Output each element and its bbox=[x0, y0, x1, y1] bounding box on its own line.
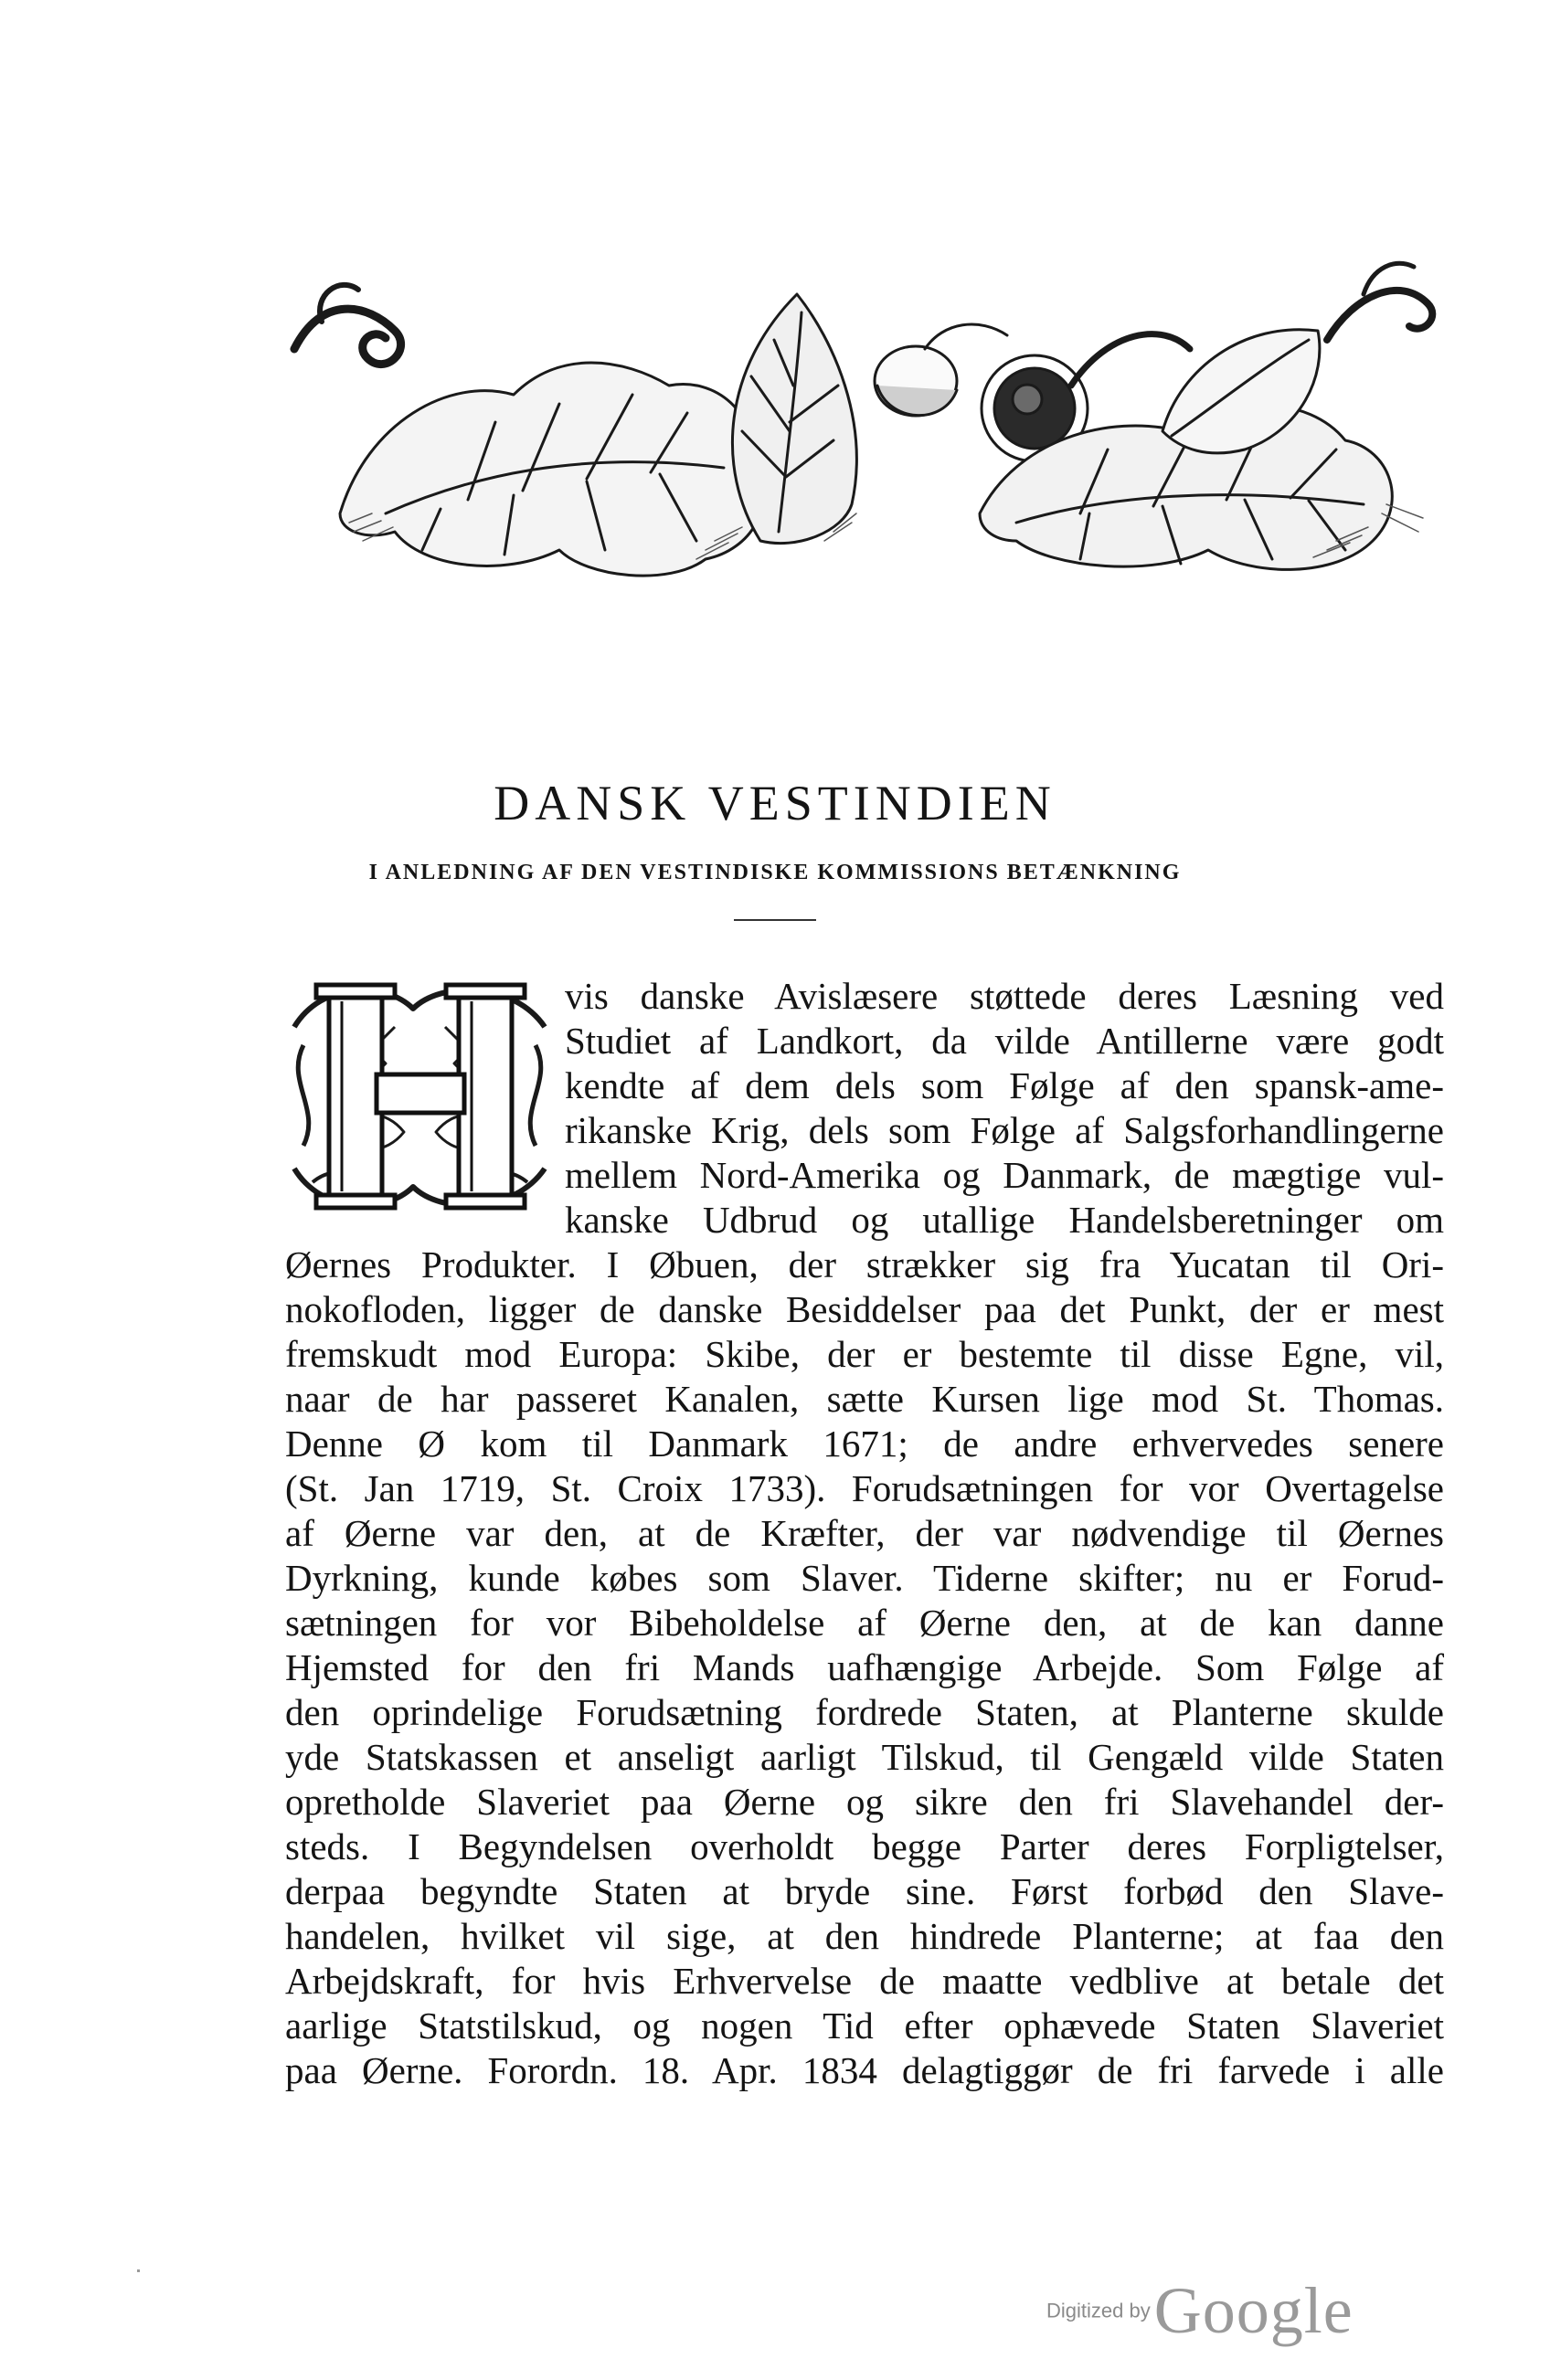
text-line: yde Statskassen et anseligt aarligt Tilskud, til Gengæld vilde Staten bbox=[285, 1736, 1444, 1778]
text-line: (St. Jan 1719, St. Croix 1733). Forudsætningen for vor Overtagelse bbox=[285, 1467, 1444, 1509]
text-line: nokofloden, ligger de danske Besiddelser paa det Punkt, der er mest bbox=[285, 1288, 1444, 1330]
page-title: DANSK VESTINDIEN bbox=[494, 776, 1056, 830]
title-divider bbox=[734, 919, 816, 921]
digitized-by-watermark bbox=[1046, 2273, 1430, 2346]
text-line: opretholde Slaveriet paa Øerne og sikre den fri Slavehandel der- bbox=[285, 1781, 1444, 1823]
text-line: Studiet af Landkort, da vilde Antillerne være godt bbox=[565, 1020, 1444, 1062]
oak-leaf-headpiece-ornament bbox=[285, 239, 1444, 587]
page-subtitle: I ANLEDNING AF DEN VESTINDISKE KOMMISSIONS BETÆNKNING bbox=[368, 861, 1182, 884]
scan-speck bbox=[137, 2269, 140, 2272]
text-line: Øernes Produkter. I Øbuen, der strækker sig fra Yucatan til Ori- bbox=[285, 1243, 1444, 1285]
text-line: derpaa begyndte Staten at bryde sine. Først forbød den Slave- bbox=[285, 1870, 1444, 1912]
text-line: rikanske Krig, dels som Følge af Salgsforhandlingerne bbox=[565, 1109, 1444, 1151]
text-line: Denne Ø kom til Danmark 1671; de andre erhvervedes senere bbox=[285, 1423, 1444, 1465]
text-line: vis danske Avislæsere støttede deres Læsning ved bbox=[565, 975, 1444, 1017]
text-line: mellem Nord-Amerika og Danmark, de mægtige vul- bbox=[565, 1154, 1444, 1196]
digitized-brand-logo: Google bbox=[1153, 2274, 1354, 2347]
text-line: kendte af dem dels som Følge af den spansk-ame- bbox=[565, 1064, 1444, 1106]
text-line: naar de har passeret Kanalen, sætte Kursen lige mod St. Thomas. bbox=[285, 1378, 1444, 1420]
text-line: Dyrkning, kunde købes som Slaver. Tiderne skifter; nu er Forud- bbox=[285, 1557, 1444, 1599]
text-line: fremskudt mod Europa: Skibe, der er bestemte til disse Egne, vil, bbox=[285, 1333, 1444, 1375]
text-line: aarlige Statstilskud, og nogen Tid efter ophævede Staten Slaveriet bbox=[285, 2004, 1444, 2047]
text-line: kanske Udbrud og utallige Handelsberetninger om bbox=[565, 1199, 1444, 1241]
ornamental-initial-h bbox=[285, 972, 554, 1219]
text-line: sætningen for vor Bibeholdelse af Øerne den, at de kan danne bbox=[285, 1602, 1444, 1644]
text-line: handelen, hvilket vil sige, at den hindrede Planterne; at faa den bbox=[285, 1915, 1444, 1957]
text-line: af Øerne var den, at de Kræfter, der var nødvendige til Øernes bbox=[285, 1512, 1444, 1554]
text-line: paa Øerne. Forordn. 18. Apr. 1834 delagtiggør de fri farvede i alle bbox=[285, 2049, 1444, 2091]
text-line: steds. I Begyndelsen overholdt begge Parter deres Forpligtelser, bbox=[285, 1825, 1444, 1867]
text-line: den oprindelige Forudsætning fordrede Staten, at Planterne skulde bbox=[285, 1691, 1444, 1733]
text-line: Hjemsted for den fri Mands uafhængige Arbejde. Som Følge af bbox=[285, 1646, 1444, 1688]
text-line: Arbejdskraft, for hvis Erhvervelse de maatte vedblive at betale det bbox=[285, 1960, 1444, 2002]
digitized-prefix: Digitized by bbox=[1046, 2299, 1151, 2322]
